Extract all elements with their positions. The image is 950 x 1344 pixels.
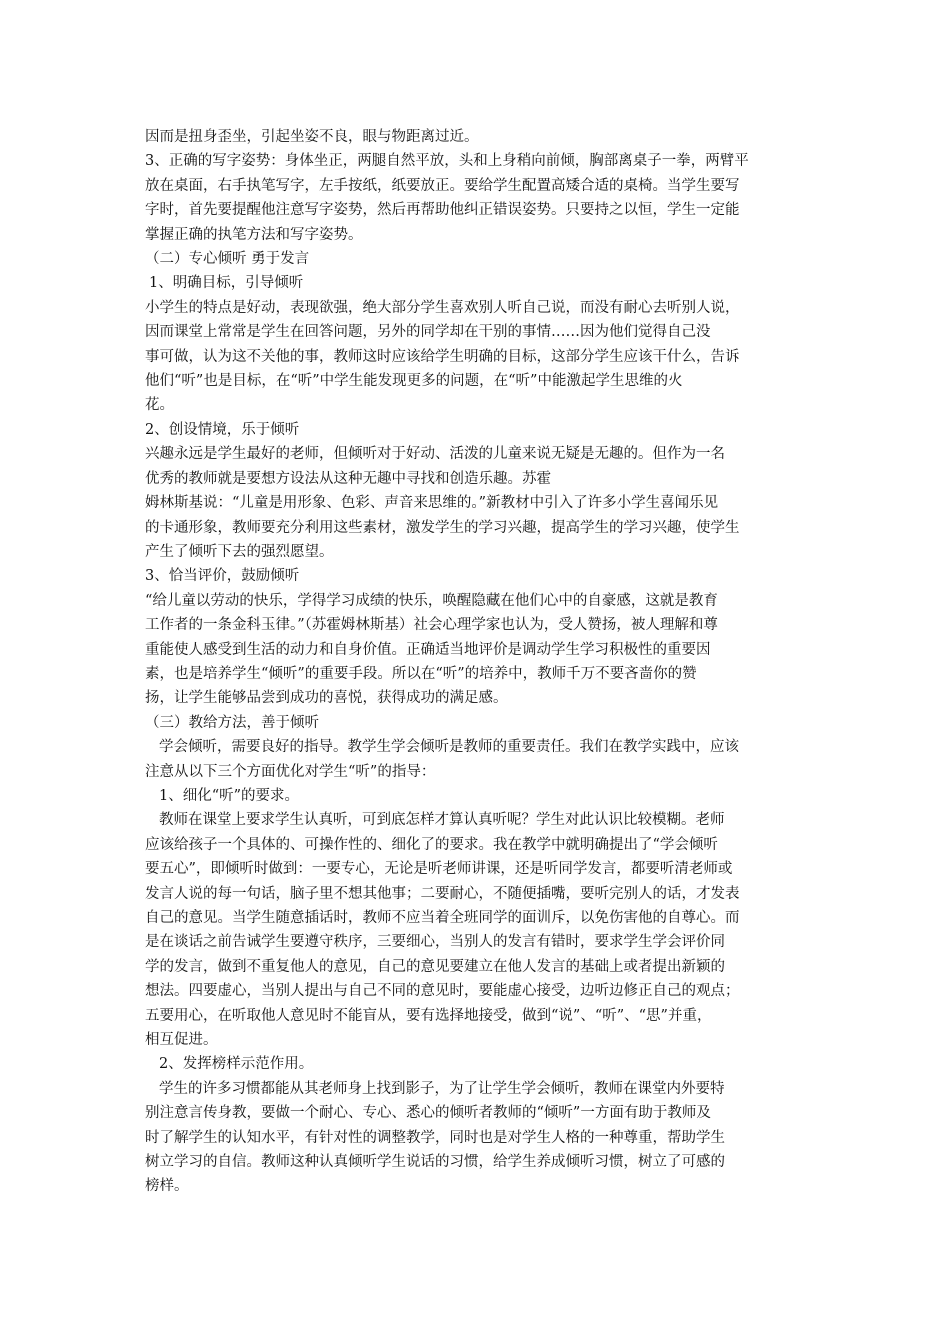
section-heading: （二）专心倾听 勇于发言	[145, 251, 310, 268]
text-line: 要五心”，即倾听时做到：一要专心，无论是听老师讲课，还是听同学发言，都要听清老师或	[145, 861, 733, 878]
subsection-heading: 2、发挥榜样示范作用。	[159, 1056, 314, 1073]
text-line: 注意从以下三个方面优化对学生“听”的指导：	[145, 763, 436, 780]
text-line: 应该给孩子一个具体的、可操作性的、细化了的要求。我在教学中就明确提出了“学会倾听	[145, 836, 718, 853]
text-line: 的卡通形象，教师要充分利用这些素材，激发学生的学习兴趣，提高学生的学习兴趣，使学生	[145, 519, 740, 536]
text-line: 学的发言，做到不重复他人的意见，自己的意见要建立在他人发言的基础上或者提出新颖的	[145, 958, 725, 975]
text-line: 事可做，认为这不关他的事，教师这时应该给学生明确的目标，这部分学生应该干什么，告诉	[145, 348, 740, 365]
text-line: 想法。四要虚心，当别人提出与自己不同的意见时，要能虚心接受，边听边修正自己的观点；	[145, 983, 740, 1000]
subsection-heading: 1、明确目标，引导倾听	[149, 275, 304, 292]
text-line: 五要用心，在听取他人意见时不能盲从，要有选择地接受，做到“说”、“听”、“思”并重，	[145, 1007, 712, 1024]
text-line: 放在桌面，右手执笔写字，左手按纸，纸要放正。要给学生配置高矮合适的桌椅。当学生要写	[145, 177, 740, 194]
text-line: 时了解学生的认知水平，有针对性的调整教学，同时也是对学生人格的一种尊重，帮助学生	[145, 1129, 725, 1146]
text-line: 自己的意见。当学生随意插话时，教师不应当着全班同学的面训斥，以免伤害他的自尊心。而	[145, 910, 740, 926]
text-line: 教师在课堂上要求学生认真听，可到底怎样才算认真听呢？学生对此认识比较模糊。老师	[159, 812, 725, 829]
subsection-heading: 1、细化“听”的要求。	[159, 787, 300, 804]
text-line: 重能使人感受到生活的动力和自身价值。正确适当地评价是调动学生学习积极性的重要因	[145, 641, 711, 658]
text-line: 相互促进。	[145, 1032, 218, 1049]
text-line: 扬，让学生能够品尝到成功的喜悦，获得成功的满足感。	[145, 690, 508, 707]
text-line: 因而课堂上常常是学生在回答问题，另外的同学却在干别的事情……因为他们觉得自己没	[145, 324, 711, 341]
text-line: 字时，首先要提醒他注意写字姿势，然后再帮助他纠正错误姿势。只要持之以恒，学生一定能	[145, 202, 740, 219]
text-line: 学会倾听，需要良好的指导。教学生学会倾听是教师的重要责任。我们在教学实践中，应该	[159, 739, 739, 756]
text-line: 发言人说的每一句话，脑子里不想其他事；二要耐心，不随便插嘴，要听完别人的话，才发表	[145, 885, 740, 902]
text-line: 小学生的特点是好动，表现欲强，绝大部分学生喜欢别人听自己说，而没有耐心去听别人说，	[145, 299, 740, 316]
text-line: 产生了倾听下去的强烈愿望。	[145, 543, 334, 560]
text-line: 3、正确的写字姿势：身体坐正，两腿自然平放，头和上身稍向前倾，胸部离桌子一拳，两臂平	[145, 153, 749, 170]
text-line: 别注意言传身教，要做一个耐心、专心、悉心的倾听者教师的“倾听”一方面有助于教师及	[145, 1105, 711, 1122]
text-line: 是在谈话之前告诫学生要遵守秩序，三要细心，当别人的发言有错时，要求学生学会评价同	[145, 934, 725, 951]
text-line: 因而是扭身歪坐，引起坐姿不良，眼与物距离过近。	[145, 129, 479, 145]
document-body	[145, 125, 810, 1199]
text-line: 掌握正确的执笔方法和写字姿势。	[145, 226, 363, 243]
text-line: 优秀的教师就是要想方设法从这种无趣中寻找和创造乐趣。苏霍	[145, 470, 551, 487]
subsection-heading: 3、恰当评价，鼓励倾听	[145, 568, 300, 585]
section-heading: （三）教给方法，善于倾听	[145, 714, 319, 731]
text-line: 榜样。	[145, 1178, 189, 1195]
subsection-heading: 2、创设情境，乐于倾听	[145, 421, 300, 438]
text-line: 他们“听”也是目标，在“听”中学生能发现更多的问题，在“听”中能激起学生思维的火	[145, 373, 683, 390]
text-line: 学生的许多习惯都能从其老师身上找到影子，为了让学生学会倾听，教师在课堂内外要特	[159, 1080, 725, 1097]
text-line: 兴趣永远是学生最好的老师，但倾听对于好动、活泼的儿童来说无疑是无趣的。但作为一名	[145, 446, 725, 463]
text-line: 姆林斯基说：“儿童是用形象、色彩、声音来思维的。”新教材中引入了许多小学生喜闻乐见	[145, 495, 719, 512]
text-line: 素，也是培养学生“倾听”的重要手段。所以在“听”的培养中，教师千万不要吝啬你的赞	[145, 665, 697, 682]
text-line: 工作者的一条金科玉律。”（苏霍姆林斯基）社会心理学家也认为，受人赞扬，被人理解和尊	[145, 617, 718, 634]
text-line: “给儿童以劳动的快乐，学得学习成绩的快乐，唤醒隐藏在他们心中的自豪感，这就是教育	[145, 592, 718, 609]
text-line: 树立学习的自信。教师这种认真倾听学生说话的习惯，给学生养成倾听习惯，树立了可感的	[145, 1154, 725, 1171]
text-line: 花。	[145, 397, 174, 414]
